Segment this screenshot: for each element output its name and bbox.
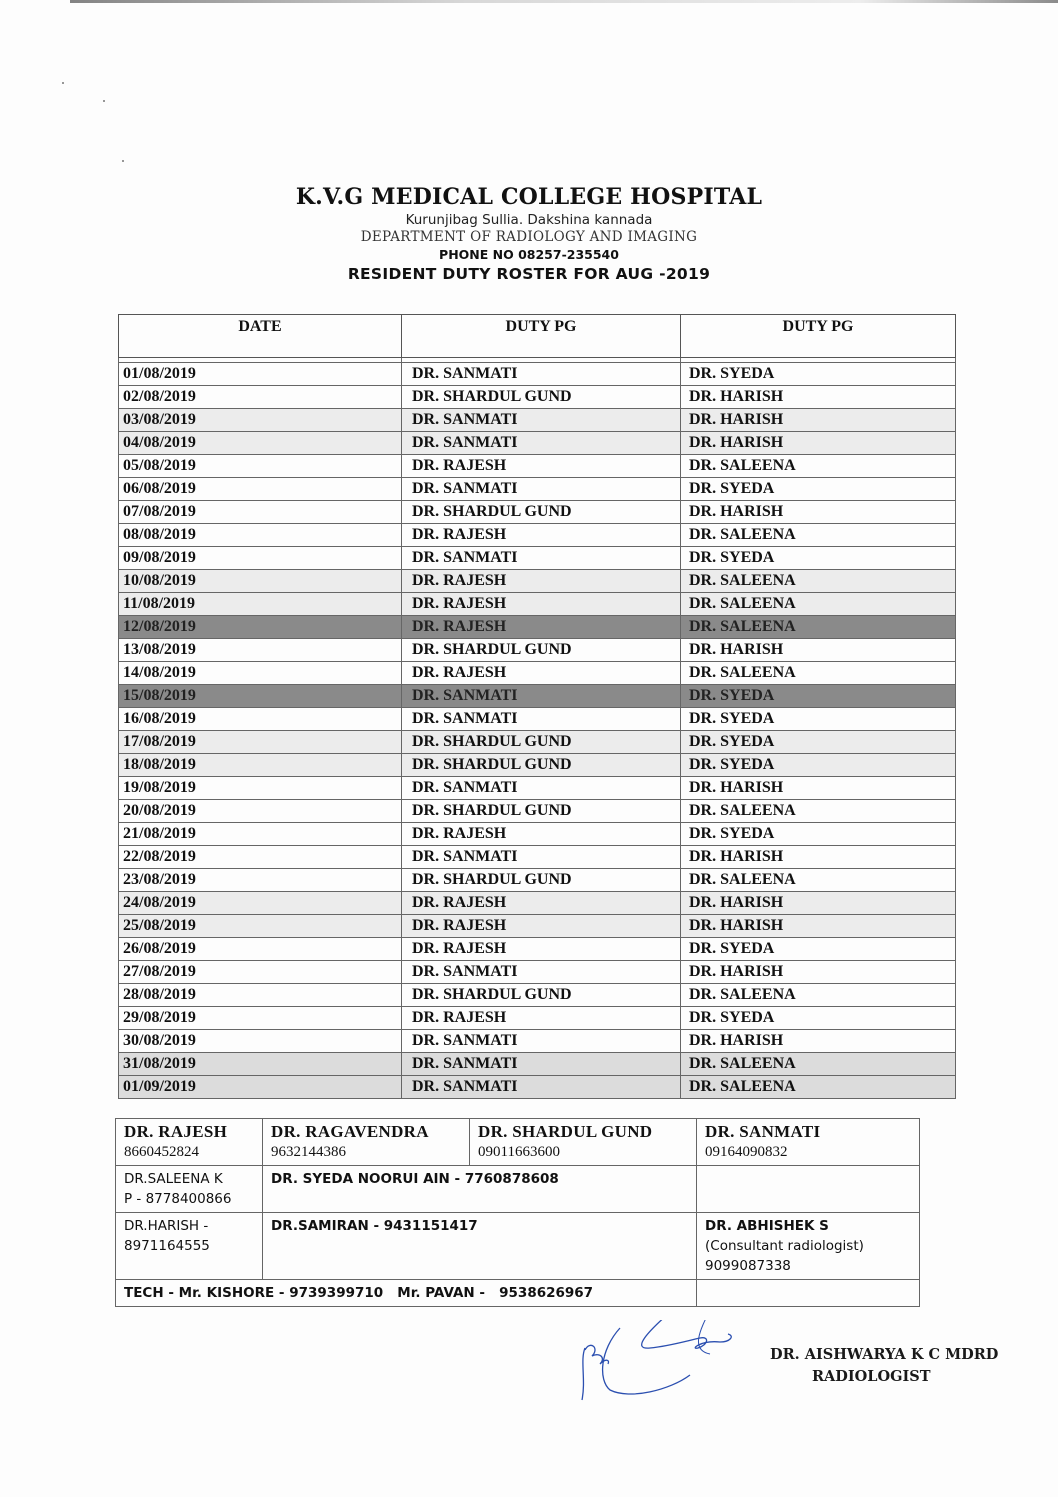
contact-phone: 9099087338: [705, 1258, 791, 1274]
roster-row: [119, 363, 956, 386]
roster-row: [119, 1076, 956, 1099]
contact-phone: 09011663600: [478, 1144, 560, 1160]
roster-date: 06/08/2019: [119, 478, 402, 501]
roster-duty-pg-2: DR. SYEDA: [681, 363, 956, 386]
roster-date: 09/08/2019: [119, 547, 402, 570]
signatory-name: DR. AISHWARYA K C MDRD: [770, 1346, 999, 1363]
roster-duty-pg-2: DR. SALEENA: [681, 455, 956, 478]
roster-duty-pg-1: DR. SANMATI: [402, 708, 681, 731]
roster-duty-pg-2: DR. SALEENA: [681, 570, 956, 593]
roster-date: 01/09/2019: [119, 1076, 402, 1099]
roster-duty-pg-1: DR. RAJESH: [402, 892, 681, 915]
roster-title: RESIDENT DUTY ROSTER FOR AUG -2019: [347, 265, 711, 283]
roster-duty-pg-1: DR. SANMATI: [402, 478, 681, 501]
roster-duty-pg-1: DR. RAJESH: [402, 593, 681, 616]
contact-rajesh: [116, 1119, 263, 1166]
roster-duty-pg-2: DR. SYEDA: [681, 938, 956, 961]
roster-date: 29/08/2019: [119, 1007, 402, 1030]
document-header: [0, 183, 1058, 284]
roster-date: 25/08/2019: [119, 915, 402, 938]
roster-duty-pg-2: DR. SYEDA: [681, 731, 956, 754]
roster-duty-pg-1: DR. SANMATI: [402, 547, 681, 570]
contact-ragavendra: [263, 1119, 470, 1166]
contact-saleena: [116, 1166, 263, 1213]
contacts-row-3: [116, 1213, 920, 1280]
roster-date: 17/08/2019: [119, 731, 402, 754]
contact-abhishek: [697, 1213, 920, 1280]
roster-duty-pg-1: DR. RAJESH: [402, 616, 681, 639]
roster-duty-pg-2: DR. SALEENA: [681, 800, 956, 823]
roster-duty-pg-1: DR. SANMATI: [402, 363, 681, 386]
roster-duty-pg-2: DR. HARISH: [681, 892, 956, 915]
roster-row: [119, 731, 956, 754]
contact-empty-cell: [697, 1166, 920, 1213]
roster-duty-pg-2: DR. HARISH: [681, 432, 956, 455]
roster-duty-pg-2: DR. HARISH: [681, 1030, 956, 1053]
roster-date: 10/08/2019: [119, 570, 402, 593]
roster-duty-pg-2: DR. SALEENA: [681, 662, 956, 685]
contact-empty-cell: [697, 1280, 920, 1307]
roster-duty-pg-1: DR. SANMATI: [402, 432, 681, 455]
roster-date: 27/08/2019: [119, 961, 402, 984]
contact-syeda: DR. SYEDA NOORUI AIN - 7760878608: [263, 1166, 697, 1213]
roster-row: [119, 777, 956, 800]
roster-duty-pg-2: DR. SALEENA: [681, 1076, 956, 1099]
roster-duty-pg-1: DR. SHARDUL GUND: [402, 984, 681, 1007]
roster-row: [119, 892, 956, 915]
roster-duty-pg-2: DR. SALEENA: [681, 593, 956, 616]
roster-duty-pg-2: DR. SYEDA: [681, 708, 956, 731]
contact-phone: 09164090832: [705, 1144, 788, 1160]
roster-date: 03/08/2019: [119, 409, 402, 432]
contacts-row-1: [116, 1119, 920, 1166]
roster-row: [119, 823, 956, 846]
scan-speck: [62, 82, 64, 84]
roster-duty-pg-1: DR. RAJESH: [402, 915, 681, 938]
roster-date: 16/08/2019: [119, 708, 402, 731]
roster-date: 05/08/2019: [119, 455, 402, 478]
roster-duty-pg-1: DR. SHARDUL GUND: [402, 869, 681, 892]
department-phone: PHONE NO 08257-235540: [439, 247, 619, 262]
signatory-title: RADIOLOGIST: [812, 1368, 931, 1385]
contact-phone: 9632144386: [271, 1144, 346, 1160]
roster-duty-pg-1: DR. RAJESH: [402, 570, 681, 593]
roster-row: [119, 570, 956, 593]
roster-row: [119, 593, 956, 616]
roster-duty-pg-1: DR. SANMATI: [402, 1053, 681, 1076]
roster-duty-pg-2: DR. SALEENA: [681, 524, 956, 547]
roster-date: 08/08/2019: [119, 524, 402, 547]
roster-row: [119, 386, 956, 409]
roster-duty-pg-2: DR. SALEENA: [681, 1053, 956, 1076]
roster-row: [119, 984, 956, 1007]
roster-row: [119, 708, 956, 731]
roster-row: [119, 639, 956, 662]
column-header-duty-pg-2: DUTY PG: [681, 315, 956, 358]
roster-row: [119, 846, 956, 869]
roster-duty-pg-2: DR. SYEDA: [681, 823, 956, 846]
roster-row: [119, 915, 956, 938]
roster-date: 15/08/2019: [119, 685, 402, 708]
roster-date: 04/08/2019: [119, 432, 402, 455]
contact-samiran: DR.SAMIRAN - 9431151417: [263, 1213, 697, 1280]
roster-duty-pg-1: DR. SHARDUL GUND: [402, 386, 681, 409]
roster-duty-pg-1: DR. SHARDUL GUND: [402, 731, 681, 754]
roster-date: 23/08/2019: [119, 869, 402, 892]
roster-duty-pg-1: DR. SHARDUL GUND: [402, 754, 681, 777]
roster-row: [119, 1053, 956, 1076]
hospital-address: Kurunjibag Sullia. Dakshina kannada: [405, 212, 653, 228]
roster-row: [119, 800, 956, 823]
roster-date: 12/08/2019: [119, 616, 402, 639]
scan-speck: [122, 160, 124, 162]
roster-body: [119, 358, 956, 1099]
contact-role: (Consultant radiologist): [705, 1238, 864, 1254]
roster-date: 14/08/2019: [119, 662, 402, 685]
contact-name: DR. SANMATI: [705, 1122, 821, 1141]
contacts-table: [115, 1118, 920, 1307]
roster-duty-pg-1: DR. RAJESH: [402, 1007, 681, 1030]
department-name: DEPARTMENT OF RADIOLOGY AND IMAGING: [360, 229, 698, 245]
scan-speck: [103, 100, 105, 102]
roster-duty-pg-1: DR. RAJESH: [402, 662, 681, 685]
roster-duty-pg-2: DR. SYEDA: [681, 685, 956, 708]
roster-row: [119, 869, 956, 892]
roster-duty-pg-1: DR. SANMATI: [402, 409, 681, 432]
roster-duty-pg-2: DR. SYEDA: [681, 1007, 956, 1030]
contact-phone: 8971164555: [124, 1238, 210, 1254]
roster-date: 07/08/2019: [119, 501, 402, 524]
roster-date: 30/08/2019: [119, 1030, 402, 1053]
contact-name: DR. ABHISHEK S: [705, 1218, 829, 1234]
roster-duty-pg-1: DR. SHARDUL GUND: [402, 501, 681, 524]
contact-name: DR. RAGAVENDRA: [271, 1122, 429, 1141]
scan-edge-shadow: [70, 0, 1058, 3]
roster-duty-pg-1: DR. SHARDUL GUND: [402, 800, 681, 823]
roster-duty-pg-2: DR. HARISH: [681, 501, 956, 524]
roster-row: [119, 616, 956, 639]
contact-phone: P - 8778400866: [124, 1191, 232, 1207]
column-header-date: DATE: [119, 315, 402, 358]
roster-date: 28/08/2019: [119, 984, 402, 1007]
contact-name: DR.HARISH -: [124, 1218, 209, 1234]
roster-duty-pg-1: DR. RAJESH: [402, 524, 681, 547]
roster-duty-pg-1: DR. SANMATI: [402, 961, 681, 984]
roster-row: [119, 938, 956, 961]
roster-duty-pg-2: DR. HARISH: [681, 777, 956, 800]
roster-duty-pg-2: DR. SYEDA: [681, 547, 956, 570]
roster-duty-pg-2: DR. HARISH: [681, 915, 956, 938]
roster-date: 11/08/2019: [119, 593, 402, 616]
roster-duty-pg-1: DR. SANMATI: [402, 1076, 681, 1099]
roster-date: 21/08/2019: [119, 823, 402, 846]
contact-name: DR. RAJESH: [124, 1122, 228, 1141]
roster-row: [119, 662, 956, 685]
roster-row: [119, 754, 956, 777]
contacts-row-4: [116, 1280, 920, 1307]
roster-date: 26/08/2019: [119, 938, 402, 961]
hospital-name: K.V.G MEDICAL COLLEGE HOSPITAL: [295, 184, 763, 210]
roster-row: [119, 961, 956, 984]
column-header-duty-pg-1: DUTY PG: [402, 315, 681, 358]
contact-harish: [116, 1213, 263, 1280]
contact-name: DR. SHARDUL GUND: [478, 1122, 653, 1141]
roster-duty-pg-1: DR. SHARDUL GUND: [402, 639, 681, 662]
roster-duty-pg-1: DR. SANMATI: [402, 846, 681, 869]
roster-date: 18/08/2019: [119, 754, 402, 777]
duty-roster-table: [118, 314, 956, 1099]
roster-date: 20/08/2019: [119, 800, 402, 823]
roster-row: [119, 547, 956, 570]
contact-phone: 8660452824: [124, 1144, 199, 1160]
roster-duty-pg-2: DR. HARISH: [681, 961, 956, 984]
roster-row: [119, 455, 956, 478]
roster-duty-pg-2: DR. HARISH: [681, 639, 956, 662]
roster-duty-pg-1: DR. SANMATI: [402, 1030, 681, 1053]
roster-row: [119, 685, 956, 708]
contacts-row-2: [116, 1166, 920, 1213]
roster-header-row: [119, 315, 956, 358]
roster-row: [119, 409, 956, 432]
roster-date: 02/08/2019: [119, 386, 402, 409]
roster-duty-pg-1: DR. RAJESH: [402, 938, 681, 961]
contact-sanmati: [697, 1119, 920, 1166]
roster-duty-pg-2: DR. SYEDA: [681, 754, 956, 777]
roster-row: [119, 501, 956, 524]
roster-date: 01/08/2019: [119, 363, 402, 386]
roster-date: 19/08/2019: [119, 777, 402, 800]
handwritten-signature-icon: [560, 1320, 820, 1410]
roster-duty-pg-2: DR. SALEENA: [681, 616, 956, 639]
roster-duty-pg-2: DR. HARISH: [681, 846, 956, 869]
roster-date: 13/08/2019: [119, 639, 402, 662]
contact-name: DR.SALEENA K: [124, 1171, 223, 1187]
roster-duty-pg-1: DR. SANMATI: [402, 685, 681, 708]
roster-row: [119, 1007, 956, 1030]
contact-technicians: TECH - Mr. KISHORE - 9739399710 Mr. PAVAN - 9538626967: [116, 1280, 697, 1307]
roster-row: [119, 1030, 956, 1053]
roster-date: 24/08/2019: [119, 892, 402, 915]
roster-duty-pg-2: DR. SYEDA: [681, 478, 956, 501]
roster-date: 22/08/2019: [119, 846, 402, 869]
roster-row: [119, 478, 956, 501]
roster-duty-pg-1: DR. RAJESH: [402, 823, 681, 846]
roster-duty-pg-2: DR. SALEENA: [681, 869, 956, 892]
roster-row: [119, 432, 956, 455]
roster-row: [119, 524, 956, 547]
roster-date: 31/08/2019: [119, 1053, 402, 1076]
roster-duty-pg-2: DR. HARISH: [681, 386, 956, 409]
roster-duty-pg-2: DR. SALEENA: [681, 984, 956, 1007]
roster-duty-pg-1: DR. RAJESH: [402, 455, 681, 478]
roster-duty-pg-1: DR. SANMATI: [402, 777, 681, 800]
roster-duty-pg-2: DR. HARISH: [681, 409, 956, 432]
contact-shardul: [470, 1119, 697, 1166]
